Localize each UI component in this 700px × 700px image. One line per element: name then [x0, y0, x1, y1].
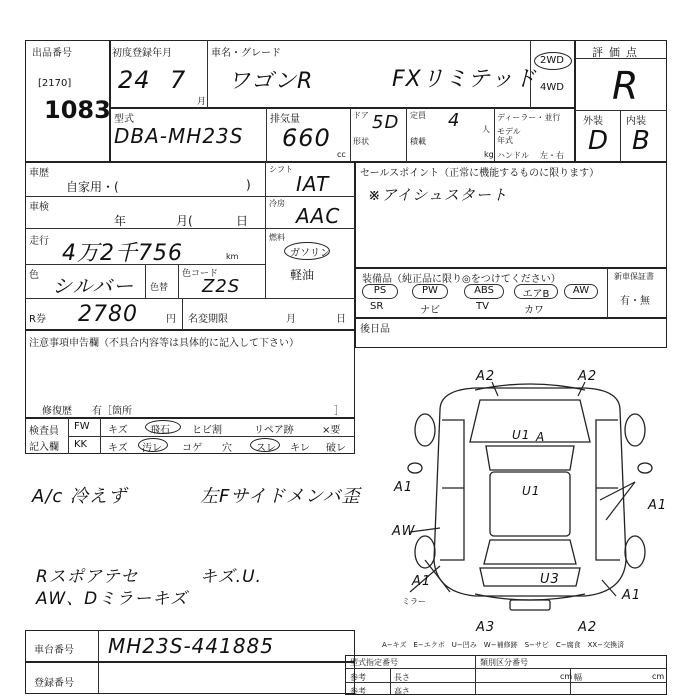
chassis-value: MH23S-441885 — [108, 634, 275, 658]
score-value: R — [612, 64, 640, 108]
capacity-value: 4 — [448, 110, 461, 131]
divider — [620, 110, 621, 162]
first-reg-year: 24 — [118, 66, 151, 94]
color-change-label: 色替 — [150, 283, 169, 293]
equip-tv: TV — [476, 301, 489, 312]
equip-pw: PW — [412, 284, 448, 299]
chassis-label: 車台番号 — [34, 645, 74, 656]
int-label: 内装 — [626, 116, 646, 127]
divider — [207, 40, 208, 108]
width-unit: cm — [652, 672, 665, 681]
repair-close: ］ — [334, 406, 344, 417]
fuel-diesel: 軽油 — [290, 268, 315, 282]
divider — [390, 668, 391, 695]
divider — [406, 108, 407, 162]
check-line1-b: 飛石 — [150, 425, 170, 436]
ext-grade: D — [588, 126, 610, 156]
first-reg-month: 7 — [170, 66, 187, 94]
cls-label: 類別区分番号 — [480, 658, 528, 667]
model-value: DBA-MH23S — [114, 124, 244, 148]
remark-ac: A/c 冷えず — [32, 486, 127, 507]
capacity-unit: 人 — [482, 125, 490, 134]
name-label: 車名・グレード — [211, 48, 281, 59]
equip-leather: カワ — [524, 305, 544, 316]
score-label: 評価点 — [592, 46, 643, 59]
height-label: 高さ — [394, 687, 410, 696]
dealer-label: ディーラー・並行 — [497, 113, 561, 122]
door-label: ドア — [353, 111, 369, 120]
history-close: ) — [246, 178, 251, 192]
model-year-label: モデル年式 — [497, 127, 521, 145]
length-unit: cm — [560, 672, 573, 681]
shape-label: 形状 — [353, 137, 369, 146]
color-code: Z2S — [202, 276, 241, 297]
capacity-label: 定員 — [410, 111, 426, 120]
remark-scratch: キズ.U. — [200, 567, 262, 587]
checker-label-1: 検査員 — [29, 426, 59, 437]
door-value: 5D — [372, 112, 400, 133]
model-label: 型式 — [114, 114, 134, 125]
disp-unit: cc — [337, 150, 346, 159]
ref-label-1: 参考 — [350, 673, 366, 682]
mark-u1-roof: U1 — [522, 484, 541, 498]
after-day-label: 後日品 — [360, 324, 390, 335]
change-label: 名変期限 — [188, 314, 228, 325]
lot-label: 出品番号 — [32, 48, 72, 59]
remark-aw: AW、Dミラーキズ — [36, 589, 188, 609]
divider — [68, 436, 355, 437]
shift-value: IAT — [296, 172, 330, 196]
check-line1-a: キズ — [108, 425, 128, 436]
drive-2wd: 2WD — [540, 55, 564, 66]
equip-abs: ABS — [464, 284, 504, 299]
shift-label: シフト — [269, 165, 293, 174]
equip-airbag: エアB — [514, 284, 558, 299]
divider — [266, 108, 267, 162]
check-line2-c: コゲ — [182, 443, 202, 454]
after-day-box — [355, 318, 667, 348]
checker-code-1: FW — [74, 421, 90, 432]
equip-aw: AW — [564, 284, 598, 299]
divider — [182, 298, 183, 330]
warranty-value: 有・無 — [620, 296, 650, 307]
check-line2-g: 破レ — [326, 443, 346, 454]
color-label: 色 — [29, 270, 39, 281]
check-line2-d: 穴 — [222, 443, 232, 454]
width-label: 幅 — [574, 673, 582, 682]
lot-number: 1083 — [44, 96, 111, 124]
check-line2-a: キズ — [108, 443, 128, 454]
fmt-label: 型式指定番号 — [350, 658, 398, 667]
divider — [25, 196, 355, 197]
remark-member: 左Fサイドメンバ歪 — [200, 486, 361, 507]
equipment-label: 装備品（純正品に限り◎をつけてください） — [362, 274, 561, 285]
divider — [350, 108, 351, 162]
disp-value: 660 — [282, 124, 331, 152]
change-month: 月 — [286, 314, 296, 325]
mark-u1-windshield: U1 — [512, 428, 531, 442]
divider — [345, 668, 667, 669]
inspection-label: 車検 — [29, 202, 49, 213]
car-grade: FXリミテッド — [392, 67, 537, 92]
divider — [607, 268, 608, 318]
mileage-value: 4万2千756 — [62, 241, 183, 266]
divider — [100, 418, 101, 454]
disp-label: 排気量 — [270, 114, 300, 125]
reg-box — [25, 662, 355, 694]
mark-a1-right: A1 — [648, 498, 668, 513]
mileage-unit: km — [226, 252, 239, 261]
remark-spoiler: Rスポアテセ — [36, 567, 139, 587]
divider — [575, 110, 667, 111]
divider — [575, 58, 667, 59]
handle-label: ハンドル — [497, 151, 529, 160]
check-line2-e: スレ — [256, 443, 276, 454]
int-grade: B — [632, 126, 651, 156]
color-value: シルバー — [52, 274, 135, 298]
ext-label: 外装 — [583, 116, 603, 127]
mark-a2-right: A2 — [578, 369, 598, 384]
inspection-day: 日 — [236, 214, 249, 228]
selling-point: ※アイシュスタート — [368, 186, 508, 204]
mileage-label: 走行 — [29, 236, 49, 247]
check-line1-c: ヒビ割 — [192, 425, 222, 436]
tax-value: 2780 — [78, 302, 138, 327]
divider — [475, 655, 476, 695]
fuel-gas: ガソリン — [290, 248, 330, 259]
ref-label-2: 参考 — [350, 687, 366, 696]
history-value: 自家用・( — [66, 180, 119, 194]
mark-a2-bottom: A2 — [578, 620, 598, 635]
mark-a1-left: A1 — [394, 480, 414, 495]
divider — [145, 264, 146, 298]
reg-label: 登録番号 — [34, 678, 74, 689]
month-unit: 月 — [197, 97, 207, 107]
equip-navi: ナビ — [420, 305, 440, 316]
load-unit: kg — [484, 150, 494, 159]
divider — [265, 162, 266, 298]
history-label: 車歴 — [29, 168, 49, 179]
mark-a3: A3 — [476, 620, 496, 635]
tax-label: R券 — [29, 314, 46, 325]
checker-label-2: 記入欄 — [29, 442, 59, 453]
tax-unit: 円 — [166, 314, 176, 325]
first-reg-label: 初度登録年月 — [112, 48, 172, 59]
change-day: 日 — [336, 314, 346, 325]
color-code-label: 色コード — [182, 269, 219, 279]
ac-value: AAC — [296, 204, 341, 228]
check-line1-d: リペア跡 — [254, 425, 294, 436]
check-line2-b: 汚レ — [142, 443, 162, 454]
mark-a1-rear-right: A1 — [622, 588, 642, 603]
lot-code: [2170] — [38, 78, 72, 89]
repair-history: 修復歴 有［箇所 — [42, 406, 132, 417]
divider — [68, 418, 69, 454]
check-line2-f: キレ — [290, 443, 310, 454]
mark-aw: AW — [392, 524, 416, 539]
inspection-year: 年 — [114, 214, 127, 228]
car-name: ワゴンR — [228, 69, 314, 94]
ac-label: 冷房 — [269, 199, 285, 208]
equip-ps: PS — [362, 284, 398, 299]
equip-sr: SR — [370, 301, 384, 312]
mark-a1-rear-left: A1 — [412, 574, 432, 589]
mark-u3: U3 — [540, 572, 560, 587]
handle-value: 左・右 — [540, 151, 564, 160]
divider — [178, 264, 179, 298]
mirror-label: ミラー — [402, 597, 426, 606]
selling-label: セールスポイント（正常に機能するものに限ります） — [360, 168, 600, 179]
mark-a-windshield: A — [536, 430, 546, 444]
warranty-label: 新車保証書 — [614, 272, 654, 281]
load-label: 積載 — [410, 137, 426, 146]
inspection-month: 月( — [176, 214, 193, 228]
divider — [494, 108, 495, 162]
fuel-label: 燃料 — [269, 233, 285, 242]
drive-4wd: 4WD — [540, 82, 564, 93]
checker-code-2: KK — [74, 439, 88, 450]
damage-legend: A−キズ E−エクボ U−凹み W−補修跡 S−サビ C−腐食 XX−交換済 — [382, 641, 625, 649]
mark-a2-left: A2 — [476, 369, 496, 384]
length-label: 長さ — [394, 673, 410, 682]
notes-label: 注意事項申告欄（不具合内容等は具体的に記入して下さい） — [29, 338, 299, 349]
check-line1-e: ×要 — [322, 425, 341, 436]
